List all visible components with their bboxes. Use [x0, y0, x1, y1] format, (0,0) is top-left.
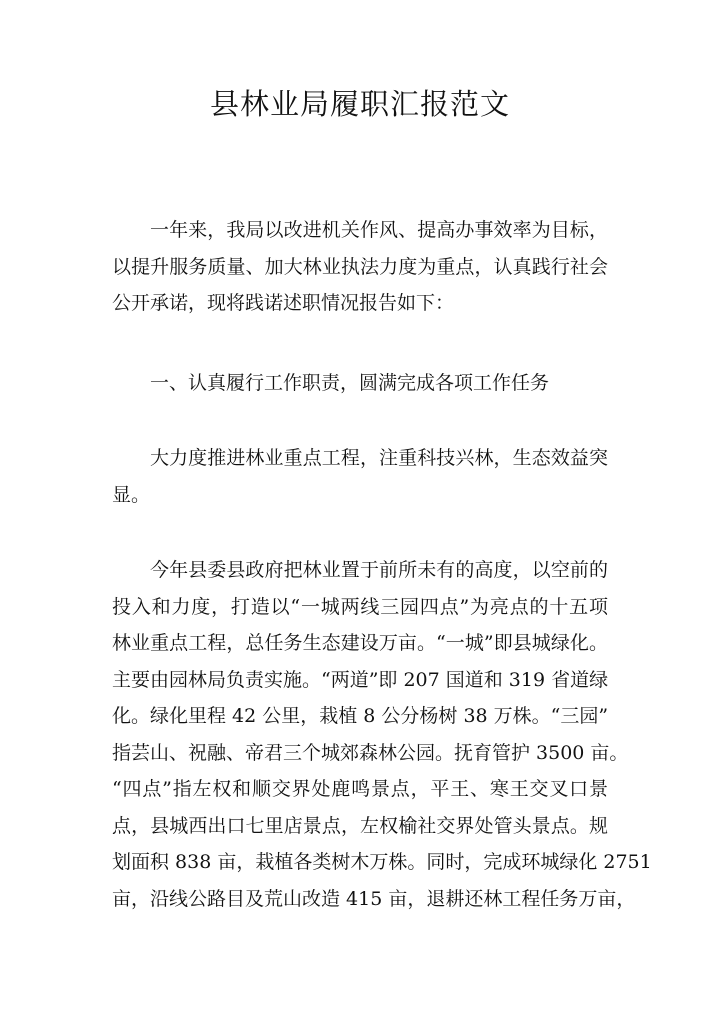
text-line: 主要由园林局负责实施。“两道”即 207 国道和 319 省道绿 [112, 668, 609, 691]
text-line: 大力度推进林业重点工程，注重科技兴林，生态效益突 [150, 447, 608, 469]
text-line: 以提升服务质量、加大林业执法力度为重点，认真践行社会 [112, 255, 608, 278]
text-line: 化。绿化里程 42 公里，栽植 8 公分杨树 38 万株。“三园” [112, 705, 609, 727]
section-heading [112, 365, 608, 402]
text-line: 林业重点工程，总任务生态建设万亩。“一城”即县城绿化。 [112, 632, 608, 654]
text-line: 投入和力度，打造以“一城两线三园四点”为亮点的十五项 [112, 595, 608, 618]
intro-paragraph [112, 212, 608, 322]
body-paragraph [112, 552, 652, 917]
text-line: 今年县委县政府把林业置于前所未有的高度，以空前的 [150, 559, 608, 581]
text-line: 指芸山、祝融、帝君三个城郊森林公园。抚育管护 3500 亩。 [112, 741, 629, 764]
document-title: 县林业局履职汇报范文 [209, 87, 510, 121]
heading-text: 一、认真履行工作职责，圆满完成各项工作任务 [150, 372, 550, 394]
text-line: 亩，沿线公路目及荒山改造 415 亩，退耕还林工程任务万亩， [112, 887, 636, 910]
text-line: “四点”指左权和顺交界处鹿鸣景点，平王、寒王交叉口景 [112, 778, 608, 800]
text-line: 一年来，我局以改进机关作风、提高办事效率为目标， [150, 219, 608, 241]
text-line: 划面积 838 亩，栽植各类树木万株。同时，完成环城绿化 2751 [112, 851, 652, 873]
text-line: 点，县城西出口七里店景点，左权榆社交界处管头景点。规 [112, 814, 608, 837]
text-line: 公开承诺，现将践诺述职情况报告如下： [112, 292, 455, 314]
subsection-paragraph [112, 440, 608, 513]
text-line: 显。 [112, 483, 151, 506]
